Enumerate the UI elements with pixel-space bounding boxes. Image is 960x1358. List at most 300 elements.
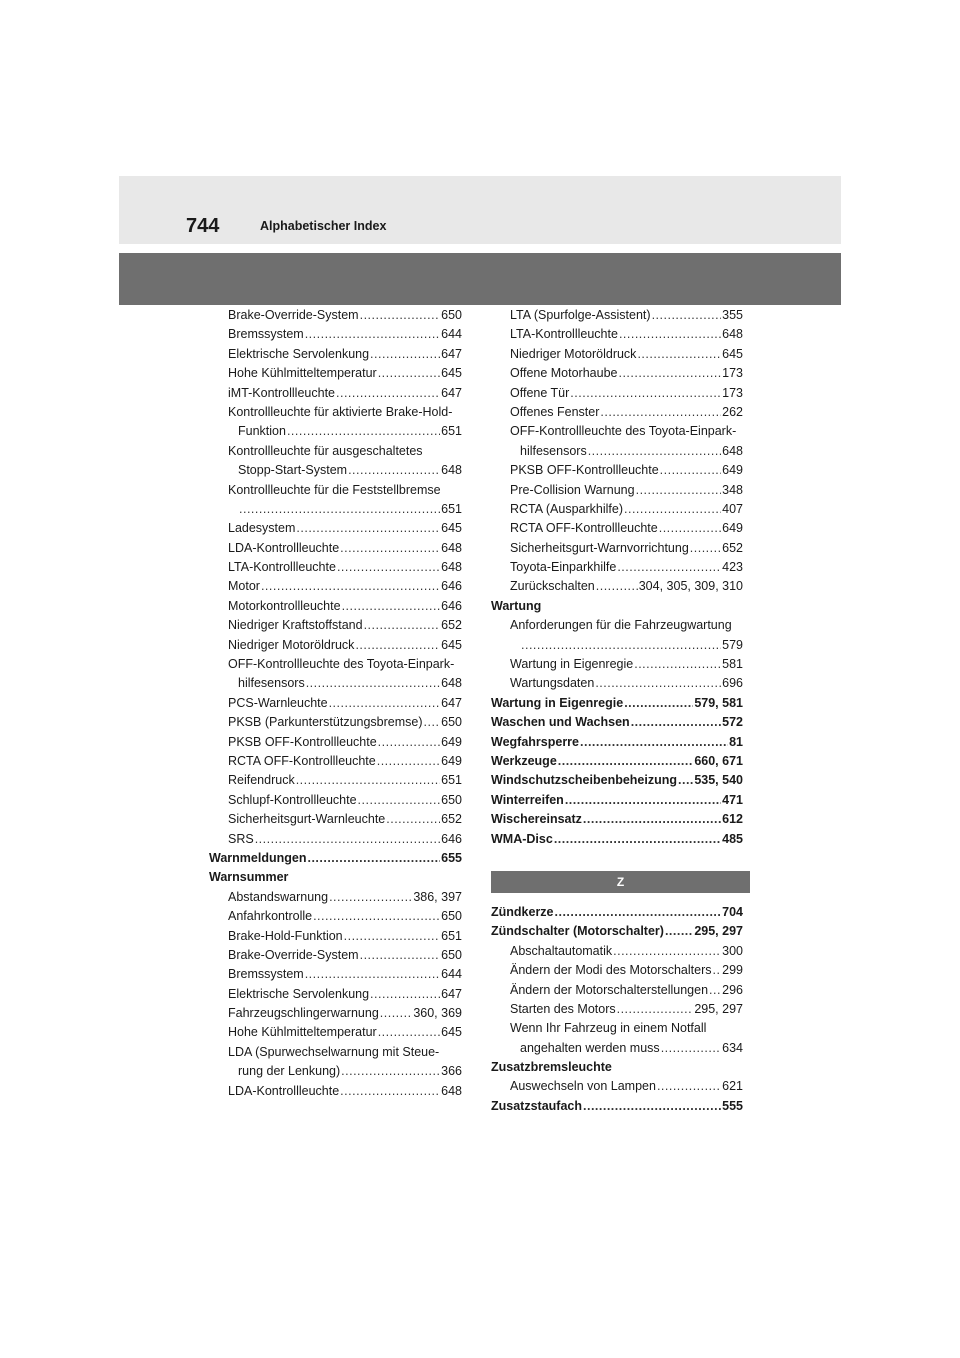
leader-dots xyxy=(657,1077,721,1096)
entry-text: Elektrische Servolenkung xyxy=(228,986,370,1001)
entry-text: LDA (Spurwechselwarnung mit Steue- xyxy=(228,1044,440,1059)
leader-dots xyxy=(583,1097,721,1116)
leader-dots xyxy=(617,1000,694,1019)
leader-dots xyxy=(600,403,721,422)
index-sub-entry xyxy=(209,577,462,596)
index-sub-entry xyxy=(209,384,462,403)
index-sub-entry xyxy=(209,345,462,364)
entry-page-ref: 646 xyxy=(441,831,462,846)
index-sub-entry xyxy=(491,942,743,961)
index-sub-entry xyxy=(209,636,462,655)
entry-page-ref: 645 xyxy=(441,1025,462,1040)
entry-text: Fahrzeugschlingerwarnung xyxy=(228,1006,379,1021)
leader-dots xyxy=(261,577,440,596)
entry-text: Offenes Fenster xyxy=(510,404,600,419)
leader-dots xyxy=(348,461,440,480)
leader-dots xyxy=(652,306,722,325)
leader-dots xyxy=(660,461,721,480)
leader-dots xyxy=(360,946,441,965)
section-title: Alphabetischer Index xyxy=(260,219,387,233)
entry-text: Sicherheitsgurt-Warnvorrichtung xyxy=(510,540,689,555)
entry-page-ref: 652 xyxy=(722,540,743,555)
index-sub-entry xyxy=(491,655,743,674)
page-number: 744 xyxy=(186,215,220,237)
entry-text: SRS xyxy=(228,831,254,846)
entry-text: Abstandswarnung xyxy=(228,889,329,904)
index-column-right xyxy=(491,306,743,1116)
leader-dots xyxy=(337,558,440,577)
entry-text: Kontrollleuchte für ausgeschaltetes xyxy=(228,443,423,458)
entry-text: Sicherheitsgurt-Warnleuchte xyxy=(228,812,386,827)
leader-dots xyxy=(329,888,412,907)
index-sub-entry xyxy=(209,830,462,849)
index-sub-entry xyxy=(209,1023,462,1042)
entry-text: Niedriger Kraftstoffstand xyxy=(228,618,363,633)
index-main-entry xyxy=(491,597,743,616)
entry-text: LTA-Kontrollleuchte xyxy=(228,560,336,575)
leader-dots xyxy=(370,345,440,364)
entry-text: Ändern der Modi des Motorschalters xyxy=(510,963,712,978)
entry-text: hilfesensors xyxy=(520,443,587,458)
leader-dots xyxy=(624,694,693,713)
entry-page-ref: 645 xyxy=(441,366,462,381)
entry-page-ref: 612 xyxy=(722,812,743,827)
entry-text: RCTA (Ausparkhilfe) xyxy=(510,501,623,516)
index-sub-entry xyxy=(491,519,743,538)
index-sub-entry xyxy=(491,403,743,422)
entry-text: Kontrollleuchte für aktivierte Brake-Hold- xyxy=(228,404,453,419)
entry-text: Wischereinsatz xyxy=(491,812,582,827)
leader-dots xyxy=(619,325,721,344)
entry-page-ref: 360, 369 xyxy=(413,1006,462,1021)
entry-page-ref: 651 xyxy=(441,773,462,788)
entry-page-ref: 535, 540 xyxy=(694,773,743,788)
entry-page-ref: 646 xyxy=(441,579,462,594)
entry-text: Starten des Motors xyxy=(510,1001,616,1016)
index-sub-entry xyxy=(491,422,743,441)
entry-page-ref: 649 xyxy=(722,521,743,536)
leader-dots xyxy=(665,922,693,941)
leader-dots xyxy=(340,539,440,558)
entry-page-ref: 407 xyxy=(722,501,743,516)
leader-dots xyxy=(344,927,441,946)
entry-page-ref: 300 xyxy=(722,943,743,958)
leader-dots xyxy=(565,791,721,810)
entry-text: PKSB OFF-Kontrollleuchte xyxy=(228,734,377,749)
entry-text: Wartung in Eigenregie xyxy=(510,657,634,672)
index-sub-entry xyxy=(209,810,462,829)
entry-text: Hohe Kühlmitteltemperatur xyxy=(228,1025,377,1040)
index-sub-entry xyxy=(209,733,462,752)
index-sub-entry xyxy=(491,1077,743,1096)
entry-page-ref: 645 xyxy=(441,637,462,652)
entry-text: Hohe Kühlmitteltemperatur xyxy=(228,366,377,381)
index-sub-entry xyxy=(209,985,462,1004)
entry-page-ref: 299 xyxy=(722,963,743,978)
entry-page-ref: 173 xyxy=(722,366,743,381)
entry-page-ref: 386, 397 xyxy=(413,889,462,904)
entry-text: hilfesensors xyxy=(238,676,305,691)
entry-page-ref: 647 xyxy=(441,346,462,361)
index-sub-entry xyxy=(209,325,462,344)
entry-text: Funktion xyxy=(238,424,286,439)
leader-dots xyxy=(631,713,721,732)
entry-text: Zusatzbremsleuchte xyxy=(491,1060,612,1075)
index-sub-entry xyxy=(209,558,462,577)
leader-dots xyxy=(521,636,721,655)
entry-page-ref: 660, 671 xyxy=(694,753,743,768)
entry-text: Brake-Hold-Funktion xyxy=(228,928,343,943)
entry-page-ref: 581 xyxy=(722,657,743,672)
index-sub-entry xyxy=(209,500,462,519)
leader-dots xyxy=(554,830,721,849)
leader-dots xyxy=(596,577,638,596)
leader-dots xyxy=(555,903,722,922)
leader-dots xyxy=(617,558,721,577)
index-sub-entry xyxy=(491,1019,743,1038)
entry-text: Brake-Override-System xyxy=(228,947,359,962)
leader-dots xyxy=(306,674,440,693)
index-sub-entry xyxy=(491,539,743,558)
entry-text: LDA-Kontrollleuchte xyxy=(228,540,340,555)
entry-page-ref: 645 xyxy=(441,521,462,536)
entry-page-ref: 304, 305, 309, 310 xyxy=(638,579,743,594)
index-sub-entry xyxy=(209,1062,462,1081)
index-sub-entry xyxy=(209,694,462,713)
index-sub-entry xyxy=(209,306,462,325)
entry-text: Ladesystem xyxy=(228,521,296,536)
entry-page-ref: 652 xyxy=(441,812,462,827)
leader-dots xyxy=(364,616,441,635)
leader-dots xyxy=(377,752,440,771)
entry-text: Motor xyxy=(228,579,260,594)
entry-page-ref: 650 xyxy=(441,715,462,730)
index-sub-entry xyxy=(491,481,743,500)
index-main-entry xyxy=(491,733,743,752)
entry-text: Wartungsdaten xyxy=(510,676,595,691)
entry-page-ref: 471 xyxy=(722,792,743,807)
leader-dots xyxy=(313,907,440,926)
entry-page-ref: 348 xyxy=(722,482,743,497)
index-sub-entry xyxy=(491,981,743,1000)
entry-text: Warnmeldungen xyxy=(209,850,307,865)
entry-page-ref: 646 xyxy=(441,598,462,613)
entry-text: WMA-Disc xyxy=(491,831,553,846)
entry-page-ref: 651 xyxy=(441,501,462,516)
entry-text: Zündkerze xyxy=(491,904,554,919)
entry-text: LTA-Kontrollleuchte xyxy=(510,327,618,342)
index-sub-entry xyxy=(209,539,462,558)
entry-page-ref: 295, 297 xyxy=(694,924,743,939)
index-sub-entry xyxy=(209,965,462,984)
leader-dots xyxy=(296,771,440,790)
entry-text: Abschaltautomatik xyxy=(510,943,613,958)
index-main-entry xyxy=(209,868,462,887)
entry-text: Wartung in Eigenregie xyxy=(491,695,624,710)
index-main-entry xyxy=(491,771,743,790)
entry-text: PCS-Warnleuchte xyxy=(228,695,328,710)
entry-text: Stopp-Start-System xyxy=(238,463,348,478)
entry-text: Wegfahrsperre xyxy=(491,734,579,749)
entry-page-ref: 647 xyxy=(441,695,462,710)
entry-text: Werkzeuge xyxy=(491,753,557,768)
leader-dots xyxy=(239,500,440,519)
index-main-entry xyxy=(491,1097,743,1116)
index-sub-entry xyxy=(491,306,743,325)
entry-text: Anfahrkontrolle xyxy=(228,909,313,924)
index-sub-entry xyxy=(491,442,743,461)
leader-dots xyxy=(624,500,721,519)
index-sub-entry xyxy=(491,364,743,383)
entry-page-ref: 572 xyxy=(722,715,743,730)
leader-dots xyxy=(709,981,721,1000)
entry-page-ref: 644 xyxy=(441,967,462,982)
index-sub-entry xyxy=(209,1004,462,1023)
index-sub-entry xyxy=(491,616,743,635)
leader-dots xyxy=(358,791,441,810)
leader-dots xyxy=(424,713,441,732)
index-sub-entry xyxy=(491,577,743,596)
index-sub-entry xyxy=(491,961,743,980)
entry-text: Zündschalter (Motorschalter) xyxy=(491,924,664,939)
leader-dots xyxy=(570,384,721,403)
entry-page-ref: 81 xyxy=(729,734,743,749)
leader-dots xyxy=(678,771,693,790)
leader-dots xyxy=(360,306,441,325)
entry-page-ref: 648 xyxy=(722,327,743,342)
entry-page-ref: 634 xyxy=(722,1040,743,1055)
entry-page-ref: 296 xyxy=(722,982,743,997)
entry-page-ref: 652 xyxy=(441,618,462,633)
entry-page-ref: 647 xyxy=(441,986,462,1001)
index-sub-entry xyxy=(491,674,743,693)
leader-dots xyxy=(255,830,440,849)
leader-dots xyxy=(370,985,440,1004)
entry-page-ref: 579 xyxy=(722,637,743,652)
leader-dots xyxy=(588,442,721,461)
entry-text: Reifendruck xyxy=(228,773,295,788)
leader-dots xyxy=(355,636,440,655)
index-sub-entry xyxy=(491,384,743,403)
entry-page-ref: 696 xyxy=(722,676,743,691)
index-group-z xyxy=(491,903,743,1116)
index-sub-entry xyxy=(491,636,743,655)
entry-text: Auswechseln von Lampen xyxy=(510,1079,656,1094)
entry-page-ref: 648 xyxy=(722,443,743,458)
entry-page-ref: 173 xyxy=(722,385,743,400)
leader-dots xyxy=(690,539,721,558)
leader-dots xyxy=(386,810,440,829)
entry-page-ref: 655 xyxy=(441,850,462,865)
leader-dots xyxy=(287,422,440,441)
entry-text: Bremssystem xyxy=(228,327,304,342)
entry-text: Niedriger Motoröldruck xyxy=(510,346,637,361)
entry-page-ref: 704 xyxy=(722,904,743,919)
entry-page-ref: 647 xyxy=(441,385,462,400)
entry-text: LTA (Spurfolge-Assistent) xyxy=(510,308,651,322)
index-sub-entry xyxy=(209,403,462,422)
entry-text: Ändern der Motorschalterstellungen xyxy=(510,982,709,997)
entry-text: Brake-Override-System xyxy=(228,308,359,322)
entry-page-ref: 650 xyxy=(441,947,462,962)
index-main-entry xyxy=(491,694,743,713)
index-sub-entry xyxy=(209,461,462,480)
index-sub-entry xyxy=(209,519,462,538)
leader-dots xyxy=(329,694,441,713)
entry-page-ref: 579, 581 xyxy=(694,695,743,710)
index-sub-entry xyxy=(209,674,462,693)
leader-dots xyxy=(618,364,721,383)
leader-dots xyxy=(378,364,440,383)
index-main-entry xyxy=(491,713,743,732)
entry-text: OFF-Kontrollleuchte des Toyota-Einpark- xyxy=(228,657,455,672)
entry-page-ref: 366 xyxy=(441,1064,462,1079)
index-sub-entry xyxy=(209,1082,462,1101)
leader-dots xyxy=(583,810,721,829)
entry-page-ref: 648 xyxy=(441,560,462,575)
index-main-entry xyxy=(491,1058,743,1077)
entry-text: Bremssystem xyxy=(228,967,304,982)
leader-dots xyxy=(637,345,721,364)
leader-dots xyxy=(378,733,440,752)
entry-page-ref: 645 xyxy=(722,346,743,361)
entry-page-ref: 485 xyxy=(722,831,743,846)
leader-dots xyxy=(378,1023,440,1042)
entry-page-ref: 355 xyxy=(722,308,743,322)
header-divider-band xyxy=(119,253,841,305)
index-sub-entry xyxy=(209,597,462,616)
leader-dots xyxy=(340,1082,440,1101)
index-sub-entry xyxy=(209,713,462,732)
entry-text: OFF-Kontrollleuchte des Toyota-Einpark- xyxy=(510,424,737,439)
index-sub-entry xyxy=(209,364,462,383)
index-sub-entry xyxy=(209,771,462,790)
index-sub-entry xyxy=(209,655,462,674)
entry-page-ref: 649 xyxy=(722,463,743,478)
entry-page-ref: 651 xyxy=(441,928,462,943)
index-sub-entry xyxy=(209,422,462,441)
index-main-entry xyxy=(491,791,743,810)
entry-text: Windschutzscheibenbeheizung xyxy=(491,773,678,788)
entry-text: Offene Motorhaube xyxy=(510,366,618,381)
entry-page-ref: 649 xyxy=(441,753,462,768)
index-sub-entry xyxy=(491,345,743,364)
entry-text: RCTA OFF-Kontrollleuchte xyxy=(228,753,376,768)
index-sub-entry xyxy=(491,461,743,480)
entry-text: rung der Lenkung) xyxy=(238,1064,341,1079)
leader-dots xyxy=(661,1039,721,1058)
leader-dots xyxy=(341,1062,440,1081)
index-sub-entry xyxy=(209,752,462,771)
entry-page-ref: 648 xyxy=(441,676,462,691)
leader-dots xyxy=(613,942,721,961)
index-sub-entry xyxy=(491,558,743,577)
index-sub-entry xyxy=(209,442,462,461)
entry-page-ref: 648 xyxy=(441,540,462,555)
entry-text: Anforderungen für die Fahrzeugwartung xyxy=(510,618,732,633)
entry-page-ref: 651 xyxy=(441,424,462,439)
leader-dots xyxy=(296,519,440,538)
index-sub-entry xyxy=(209,616,462,635)
letter-heading-z: Z xyxy=(491,871,750,893)
entry-text: Pre-Collision Warnung xyxy=(510,482,635,497)
leader-dots xyxy=(580,733,728,752)
index-sub-entry xyxy=(209,927,462,946)
leader-dots xyxy=(307,849,440,868)
entry-text: Zurückschalten xyxy=(510,579,595,594)
index-sub-entry xyxy=(209,791,462,810)
index-sub-entry xyxy=(209,946,462,965)
leader-dots xyxy=(342,597,441,616)
leader-dots xyxy=(659,519,721,538)
entry-page-ref: 648 xyxy=(441,463,462,478)
leader-dots xyxy=(558,752,694,771)
entry-page-ref: 621 xyxy=(722,1079,743,1094)
entry-text: PKSB OFF-Kontrollleuchte xyxy=(510,463,659,478)
header-band xyxy=(119,176,841,244)
leader-dots xyxy=(336,384,440,403)
entry-page-ref: 649 xyxy=(441,734,462,749)
entry-page-ref: 423 xyxy=(722,560,743,575)
leader-dots xyxy=(380,1004,413,1023)
leader-dots xyxy=(636,481,722,500)
entry-text: PKSB (Parkunterstützungsbremse) xyxy=(228,715,423,730)
entry-text: RCTA OFF-Kontrollleuchte xyxy=(510,521,658,536)
index-sub-entry xyxy=(209,1043,462,1062)
index-main-entry xyxy=(491,752,743,771)
entry-page-ref: 262 xyxy=(722,404,743,419)
index-sub-entry xyxy=(491,1039,743,1058)
entry-text: Elektrische Servolenkung xyxy=(228,346,370,361)
entry-text: Offene Tür xyxy=(510,385,570,400)
entry-text: Winterreifen xyxy=(491,792,564,807)
leader-dots xyxy=(712,961,721,980)
entry-page-ref: 295, 297 xyxy=(694,1001,743,1016)
entry-text: Schlupf-Kontrollleuchte xyxy=(228,792,357,807)
index-main-entry xyxy=(491,830,743,849)
entry-text: Zusatzstaufach xyxy=(491,1098,582,1113)
entry-page-ref: 555 xyxy=(722,1098,743,1113)
index-column-left xyxy=(209,306,462,1101)
leader-dots xyxy=(634,655,721,674)
entry-text: Waschen und Wachsen xyxy=(491,715,630,730)
entry-text: angehalten werden muss xyxy=(520,1040,660,1055)
index-sub-entry xyxy=(491,325,743,344)
index-sub-entry xyxy=(491,1000,743,1019)
entry-text: Niedriger Motoröldruck xyxy=(228,637,355,652)
index-group-w xyxy=(491,306,743,849)
entry-text: LDA-Kontrollleuchte xyxy=(228,1083,340,1098)
entry-text: Toyota-Einparkhilfe xyxy=(510,560,617,575)
leader-dots xyxy=(305,965,440,984)
index-main-entry xyxy=(491,922,743,941)
index-sub-entry xyxy=(209,481,462,500)
entry-text: Wenn Ihr Fahrzeug in einem Notfall xyxy=(510,1021,707,1036)
entry-page-ref: 644 xyxy=(441,327,462,342)
entry-text: iMT-Kontrollleuchte xyxy=(228,385,335,400)
index-main-entry xyxy=(491,903,743,922)
index-sub-entry xyxy=(209,888,462,907)
entry-page-ref: 648 xyxy=(441,1083,462,1098)
entry-page-ref: 650 xyxy=(441,308,462,322)
index-main-entry xyxy=(491,810,743,829)
leader-dots xyxy=(305,325,440,344)
index-main-entry xyxy=(209,849,462,868)
index-sub-entry xyxy=(209,907,462,926)
entry-text: Wartung xyxy=(491,598,542,613)
index-sub-entry xyxy=(491,500,743,519)
leader-dots xyxy=(595,674,721,693)
